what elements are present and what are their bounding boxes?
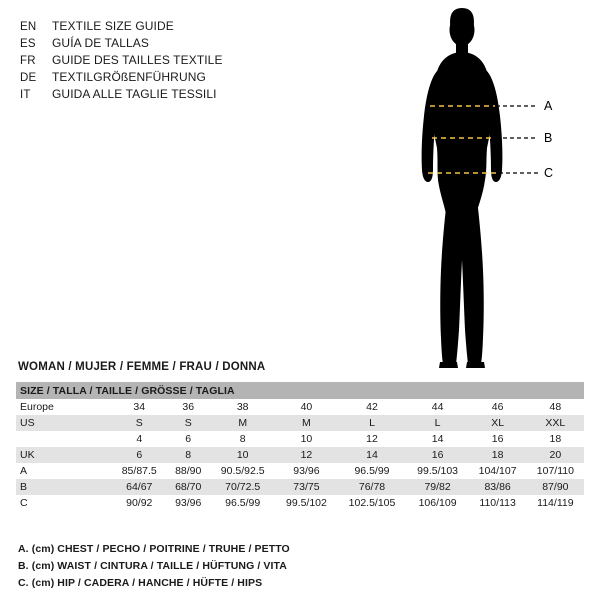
cell: 64/67 — [112, 479, 167, 495]
language-row — [20, 69, 350, 86]
cell: 12 — [337, 431, 406, 447]
marker-label-c: C — [544, 166, 554, 180]
cell: 18 — [469, 447, 527, 463]
cell: 48 — [527, 399, 584, 415]
cell: 93/96 — [167, 495, 210, 511]
language-row — [20, 86, 350, 103]
cell: 90/92 — [112, 495, 167, 511]
row-label: C — [16, 495, 112, 511]
table-row — [16, 415, 584, 431]
cell: 76/78 — [337, 479, 406, 495]
table-row — [16, 479, 584, 495]
language-code: IT — [20, 89, 31, 101]
table-row — [16, 495, 584, 511]
cell: 10 — [210, 447, 276, 463]
cell: 4 — [112, 431, 167, 447]
table-header-row — [16, 382, 584, 399]
row-label: Europe — [16, 399, 112, 415]
cell: 85/87.5 — [112, 463, 167, 479]
legend-line-chest: A. (cm) CHEST / PECHO / POITRINE / TRUHE / PETTO — [18, 543, 290, 555]
cell: 36 — [167, 399, 210, 415]
female-silhouette-icon — [422, 8, 503, 368]
cell: 12 — [275, 447, 337, 463]
cell: 104/107 — [469, 463, 527, 479]
table-row — [16, 463, 584, 479]
cell: 83/86 — [469, 479, 527, 495]
cell: 99.5/102 — [275, 495, 337, 511]
cell: 93/96 — [275, 463, 337, 479]
row-label: B — [16, 479, 112, 495]
cell: S — [112, 415, 167, 431]
language-title: TEXTILGRÖßENFÜHRUNG — [52, 70, 206, 84]
size-table — [16, 382, 584, 511]
marker-label-b: B — [544, 131, 553, 145]
cell: 79/82 — [407, 479, 469, 495]
row-label: US — [16, 415, 112, 431]
cell: 38 — [210, 399, 276, 415]
cell: 107/110 — [527, 463, 584, 479]
section-title: WOMAN / MUJER / FEMME / FRAU / DONNA — [18, 361, 266, 373]
cell: XL — [469, 415, 527, 431]
cell: 70/72.5 — [210, 479, 276, 495]
cell: 99.5/103 — [407, 463, 469, 479]
cell: 114/119 — [527, 495, 584, 511]
cell: 106/109 — [407, 495, 469, 511]
cell: 6 — [112, 447, 167, 463]
language-code: FR — [20, 55, 36, 67]
language-title: GUIDE DES TAILLES TEXTILE — [52, 53, 223, 67]
body-figure-diagram — [380, 8, 595, 373]
table-header-label: SIZE / TALLA / TAILLE / GRÖSSE / TAGLIA — [16, 382, 584, 399]
cell: 34 — [112, 399, 167, 415]
cell: 20 — [527, 447, 584, 463]
cell: 6 — [167, 431, 210, 447]
language-header-block — [20, 18, 350, 103]
cell: 40 — [275, 399, 337, 415]
language-row — [20, 18, 350, 35]
cell: 14 — [407, 431, 469, 447]
language-title: GUÍA DE TALLAS — [52, 36, 149, 50]
language-title: GUIDA ALLE TAGLIE TESSILI — [52, 87, 217, 101]
language-row — [20, 35, 350, 52]
language-code: EN — [20, 21, 37, 33]
cell: 96.5/99 — [210, 495, 276, 511]
row-label: A — [16, 463, 112, 479]
row-label — [16, 431, 112, 447]
row-label: UK — [16, 447, 112, 463]
size-table-wrapper — [16, 382, 584, 511]
cell: 8 — [210, 431, 276, 447]
cell: M — [210, 415, 276, 431]
language-code: DE — [20, 72, 37, 84]
cell: XXL — [527, 415, 584, 431]
cell: 90.5/92.5 — [210, 463, 276, 479]
language-row — [20, 52, 350, 69]
legend-line-hip: C. (cm) HIP / CADERA / HANCHE / HÜFTE / HIPS — [18, 577, 263, 589]
cell: 14 — [337, 447, 406, 463]
marker-label-a: A — [544, 99, 553, 113]
language-code: ES — [20, 38, 36, 50]
cell: 46 — [469, 399, 527, 415]
cell: 73/75 — [275, 479, 337, 495]
cell: 16 — [469, 431, 527, 447]
language-title: TEXTILE SIZE GUIDE — [52, 19, 174, 33]
legend-block — [18, 541, 578, 592]
cell: M — [275, 415, 337, 431]
cell: 16 — [407, 447, 469, 463]
legend-line-waist: B. (cm) WAIST / CINTURA / TAILLE / HÜFTUNG / VITA — [18, 560, 287, 572]
cell: 44 — [407, 399, 469, 415]
cell: 18 — [527, 431, 584, 447]
cell: L — [337, 415, 406, 431]
cell: L — [407, 415, 469, 431]
cell: 8 — [167, 447, 210, 463]
table-row — [16, 431, 584, 447]
table-row — [16, 399, 584, 415]
cell: 68/70 — [167, 479, 210, 495]
cell: 102.5/105 — [337, 495, 406, 511]
cell: 88/90 — [167, 463, 210, 479]
table-row — [16, 447, 584, 463]
cell: 10 — [275, 431, 337, 447]
cell: 110/113 — [469, 495, 527, 511]
cell: 42 — [337, 399, 406, 415]
cell: S — [167, 415, 210, 431]
cell: 96.5/99 — [337, 463, 406, 479]
cell: 87/90 — [527, 479, 584, 495]
